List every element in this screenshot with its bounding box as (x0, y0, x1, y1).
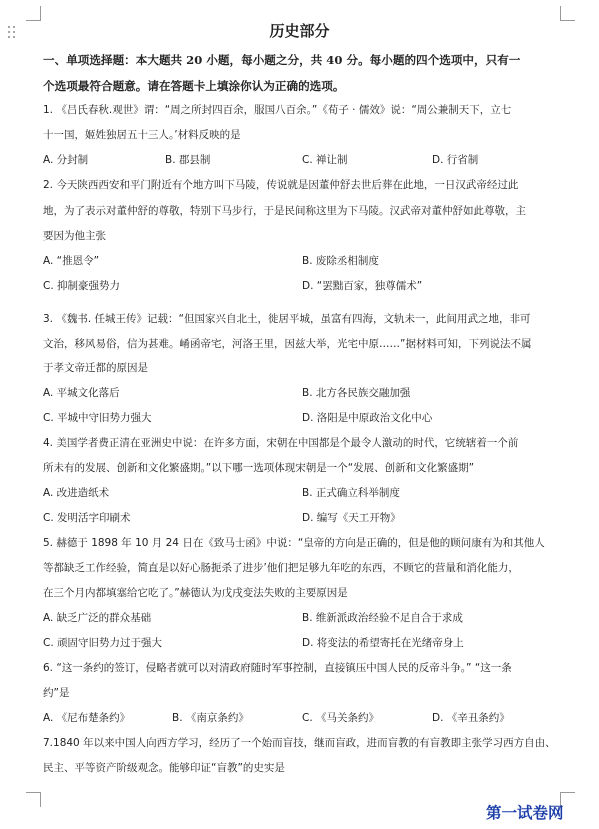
question-6-option-a: A. 《尼布楚条约》 (43, 712, 131, 724)
question-1-option-d: D. 行省制 (432, 154, 479, 166)
question-1-option-a: A. 分封制 (43, 154, 89, 166)
question-2-stem-line-1: 2. 今天陕西西安和平门附近有个地方叫下马陵，传说就是因董仲舒去世后葬在此地，一日汉武帝经过此 (43, 179, 519, 191)
question-5-stem-line-3: 在三个月内都填塞给它吃了。”赫德认为戊戌变法失败的主要原因是 (43, 587, 348, 599)
question-7-stem-line-1: 7.1840 年以来中国人向西方学习，经历了一个始而盲技，继而盲政，进而盲教的有盲教即主张学习西方自由、 (43, 737, 556, 749)
question-4-stem-line-1: 4. 美国学者费正清在亚洲史中说：在许多方面，宋朝在中国都是个最令人激动的时代，它统辖着一个前 (43, 437, 519, 449)
question-2-option-c: C. 抑制豪强势力 (43, 280, 121, 292)
question-5-option-b: B. 维新派政治经验不足自合于求成 (302, 612, 463, 624)
question-3-stem-line-1: 3. 《魏书. 任城王传》记载：“但国家兴自北土，徙居平城，虽富有四海，文轨未一，此间用武之地，非可 (43, 313, 531, 325)
page-title: 历史部分 (269, 22, 330, 40)
crop-mark-top-right (560, 6, 575, 21)
question-6-option-b: B. 《南京条约》 (172, 712, 249, 724)
question-5-option-a: A. 缺乏广泛的群众基础 (43, 612, 152, 624)
question-7-stem-line-2: 民主、平等资产阶级观念。能够印证“盲教”的史实是 (43, 762, 285, 774)
question-5-option-d: D. 将变法的希望寄托在光绪帝身上 (302, 637, 464, 649)
question-4-stem-line-2: 所未有的发展、创新和文化繁盛期。”以下哪一选项体现宋朝是一个“发展、创新和文化繁盛期” (43, 462, 475, 474)
question-6-option-d: D. 《辛丑条约》 (432, 712, 510, 724)
question-4-option-b: B. 正式确立科举制度 (302, 487, 400, 499)
instruction-line-1: 一、单项选择题：本大题共 20 小题，每小题之分，共 40 分。每小题的四个选项中，只有一 (43, 53, 521, 67)
question-3-option-b: B. 北方各民族交融加强 (302, 387, 411, 399)
question-4-option-a: A. 改进造纸术 (43, 487, 110, 499)
site-watermark: 第一试卷网 (486, 803, 564, 822)
question-3-stem-line-3: 于孝文帝迁都的原因是 (43, 362, 148, 374)
question-2-stem-line-2: 地，为了表示对董仲舒的尊敬，特别下马步行，于是民间称这里为下马陵。汉武帝对董仲舒如此尊敬，主 (43, 205, 526, 217)
question-6-stem-line-1: 6. “这一条约的签订，侵略者就可以对清政府随时军事控制，直接镇压中国人民的反帝斗争。” “这一条 (43, 662, 512, 674)
crop-mark-bottom-left (26, 792, 41, 807)
question-2-option-d: D. “罢黜百家，独尊儒术” (302, 280, 423, 292)
question-3-option-d: D. 洛阳是中原政治文化中心 (302, 412, 433, 424)
instruction-line-2: 个选项最符合题意。请在答题卡上填涂你认为正确的选项。 (43, 79, 345, 93)
question-6-option-c: C. 《马关条约》 (302, 712, 380, 724)
question-3-stem-line-2: 文治，移风易俗，信为甚难。崤函帝宅，河洛王里，因兹大举，光宅中原……”据材料可知，下列说法不属 (43, 338, 532, 350)
question-2-stem-line-3: 要因为他主张 (43, 230, 106, 242)
crop-mark-top-left (26, 6, 41, 21)
question-1-option-b: B. 郡县制 (165, 154, 211, 166)
question-3-option-c: C. 平城中守旧势力强大 (43, 412, 152, 424)
question-1-stem-line-1: 1. 《吕氏春秋.观世》谓：“周之所封四百余，服国八百余。”《荀子 · 儒效》说：“周公兼制天下，立七 (43, 104, 512, 116)
question-6-stem-line-2: 约”是 (43, 687, 70, 699)
question-2-option-a: A. “推恩令” (43, 255, 100, 267)
question-5-stem-line-2: 等都缺乏工作经验，简直是以好心肠扼杀了进步’他们把足够九年吃的东西，不顾它的营量和消化能力， (43, 562, 519, 574)
question-5-stem-line-1: 5. 赫德于 1898 年 10 月 24 日在《致马士函》中说：“皇帝的方向是正确的，但是他的顾问康有为和其他人 (43, 537, 545, 549)
question-4-option-d: D. 编写《天工开物》 (302, 512, 401, 524)
question-4-option-c: C. 发明活字印刷术 (43, 512, 131, 524)
question-5-option-c: C. 顽固守旧势力过于强大 (43, 637, 163, 649)
question-2-option-b: B. 废除丞相制度 (302, 255, 379, 267)
question-3-option-a: A. 平城文化落后 (43, 387, 120, 399)
question-1-stem-line-2: 十一国，姬姓独居五十三人。’材料反映的是 (43, 129, 241, 141)
question-1-option-c: C. 禅让制 (302, 154, 348, 166)
